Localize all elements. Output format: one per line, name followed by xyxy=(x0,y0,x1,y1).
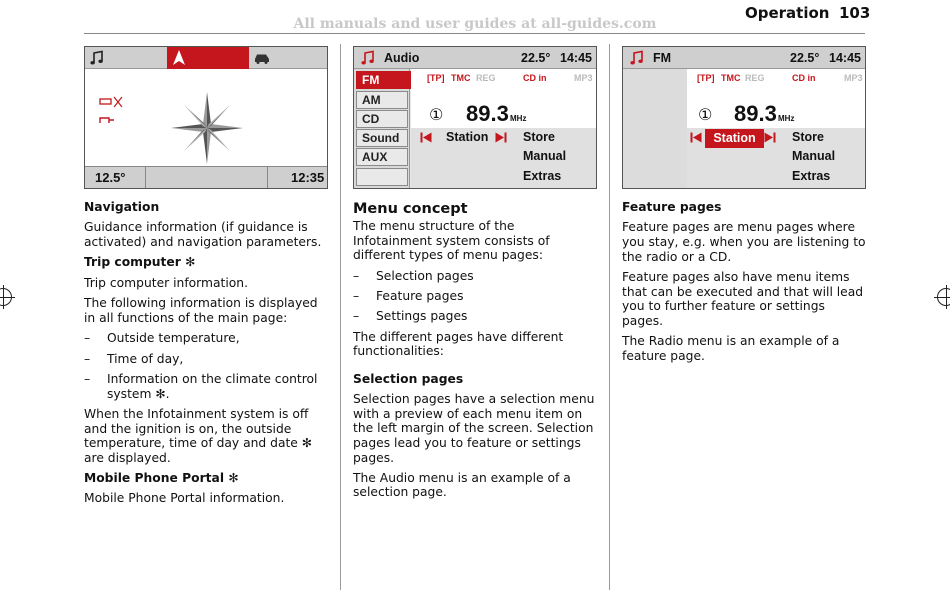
tag-tp: [TP] xyxy=(427,73,445,83)
page-number: 103 xyxy=(839,4,871,22)
right-column xyxy=(622,200,866,369)
station-button[interactable]: Station xyxy=(705,129,764,148)
tag-tmc: TMC xyxy=(721,73,741,83)
navigation-arrow-icon xyxy=(172,49,186,66)
trip-computer-heading: Trip computer ✻ xyxy=(84,255,196,270)
tag-mp3: MP3 xyxy=(574,73,593,83)
seek-forward-icon[interactable] xyxy=(495,132,507,143)
navigation-screen xyxy=(84,46,328,189)
clock-time: 14:45 xyxy=(829,51,861,65)
preset-number: ① xyxy=(698,105,713,124)
screen-title: FM xyxy=(653,51,672,65)
registration-mark-left xyxy=(0,288,12,306)
option-extras[interactable]: Extras xyxy=(792,169,831,183)
feature-pages-text-1: Feature pages are menu pages where you stay, e.g. when you are listening to the radio or a CD. xyxy=(622,220,866,264)
station-label[interactable]: Station xyxy=(446,130,489,144)
feature-controls xyxy=(623,128,866,189)
outside-temperature: 22.5° xyxy=(790,51,820,65)
middle-column xyxy=(353,200,597,506)
list-item: – Selection pages xyxy=(353,268,474,283)
section-title: Operation xyxy=(745,4,830,22)
outside-temperature: 22.5° xyxy=(521,51,551,65)
option-store[interactable]: Store xyxy=(792,130,824,144)
menu-item-empty xyxy=(356,168,408,186)
trip-computer-text: Trip computer information. xyxy=(84,275,248,290)
music-note-icon xyxy=(629,50,645,66)
music-note-icon xyxy=(89,50,105,66)
frequency-value: 89.3 xyxy=(466,101,509,126)
menu-item-sound[interactable]: Sound xyxy=(356,129,408,147)
selection-pages-heading: Selection pages xyxy=(353,371,464,386)
route-icon xyxy=(99,115,115,125)
column-divider xyxy=(609,44,610,590)
radio-example-text: The Radio menu is an example of a feature page. xyxy=(622,334,840,363)
option-store[interactable]: Store xyxy=(523,130,555,144)
mobile-portal-text: Mobile Phone Portal information. xyxy=(84,491,285,506)
column-divider xyxy=(340,44,341,590)
frequency-unit: MHz xyxy=(778,114,795,123)
selection-menu xyxy=(354,69,410,189)
screen-top-bar xyxy=(623,47,865,69)
list-item: – Feature pages xyxy=(353,288,464,303)
menu-concept-text: The menu structure of the Infotainment system consists of different types of menu pages: xyxy=(353,219,550,263)
tag-cd-in: CD in xyxy=(792,73,816,83)
preset-number: ① xyxy=(429,105,444,124)
list-item: – Settings pages xyxy=(353,309,468,324)
navigation-text: Guidance information (if guidance is activated) and navigation parameters. xyxy=(84,220,322,249)
fm-screen xyxy=(622,46,866,189)
clock-time: 14:45 xyxy=(560,51,592,65)
list-item: – Time of day, xyxy=(84,351,184,366)
seek-back-icon[interactable] xyxy=(690,132,702,143)
tag-reg: REG xyxy=(745,73,765,83)
tag-tp: [TP] xyxy=(697,73,715,83)
clock-time: 12:35 xyxy=(291,170,325,185)
navigation-heading: Navigation xyxy=(84,200,160,214)
menu-concept-heading: Menu concept xyxy=(353,201,468,217)
frequency-value: 89.3 xyxy=(734,101,777,126)
option-extras[interactable]: Extras xyxy=(523,169,562,183)
frequency-unit: MHz xyxy=(510,114,527,123)
list-item: – Information on the climate control system ✻. xyxy=(84,371,318,401)
seek-forward-icon[interactable] xyxy=(764,132,776,143)
registration-mark-right xyxy=(937,288,950,306)
screen-top-bar xyxy=(354,47,596,69)
option-manual[interactable]: Manual xyxy=(792,149,836,163)
feature-pages-text-2: Feature pages also have menu items that can be executed and that will lead you to further feature or settings pages. xyxy=(622,269,864,328)
menu-item-cd[interactable]: CD xyxy=(356,110,408,128)
menu-item-am[interactable]: AM xyxy=(356,91,408,109)
selection-pages-text: Selection pages have a selection menu with a preview of each menu item on the left margin of the screen. Selection pages lead you to feature or settings pages. xyxy=(353,392,595,465)
menu-item-aux[interactable]: AUX xyxy=(356,148,408,166)
mobile-portal-heading: Mobile Phone Portal ✻ xyxy=(84,471,239,486)
guidance-status-icon xyxy=(99,96,125,108)
audio-screen xyxy=(353,46,597,189)
left-column xyxy=(84,200,328,512)
following-info-text: The following information is displayed in all functions of the main page: xyxy=(84,296,318,325)
screen-status-bar xyxy=(85,166,327,188)
menu-item-fm[interactable]: FM xyxy=(356,71,414,89)
navigation-map-area xyxy=(85,69,327,167)
seek-back-icon[interactable] xyxy=(420,132,432,143)
option-area xyxy=(411,128,597,189)
option-manual[interactable]: Manual xyxy=(523,149,567,163)
header-rule xyxy=(84,33,865,34)
screen-content xyxy=(411,69,597,189)
tag-reg: REG xyxy=(476,73,496,83)
audio-example-text: The Audio menu is an example of a selection page. xyxy=(353,470,571,500)
car-icon xyxy=(253,52,271,64)
tag-mp3: MP3 xyxy=(844,73,863,83)
ignition-text: When the Infotainment system is off and the ignition is on, the outside temperature, time of day and date ✻ are displayed. xyxy=(84,406,313,465)
screen-title: Audio xyxy=(384,51,420,65)
functionalities-text: The different pages have different functionalities: xyxy=(353,329,564,359)
tag-tmc: TMC xyxy=(451,73,471,83)
music-note-icon xyxy=(360,50,376,66)
tag-cd-in: CD in xyxy=(523,73,547,83)
watermark: All manuals and user guides at all-guides.com xyxy=(293,16,657,32)
outside-temperature: 12.5° xyxy=(95,170,126,185)
compass-rose-icon xyxy=(170,91,244,165)
list-item: – Outside temperature, xyxy=(84,331,240,346)
feature-pages-heading: Feature pages xyxy=(622,200,722,214)
